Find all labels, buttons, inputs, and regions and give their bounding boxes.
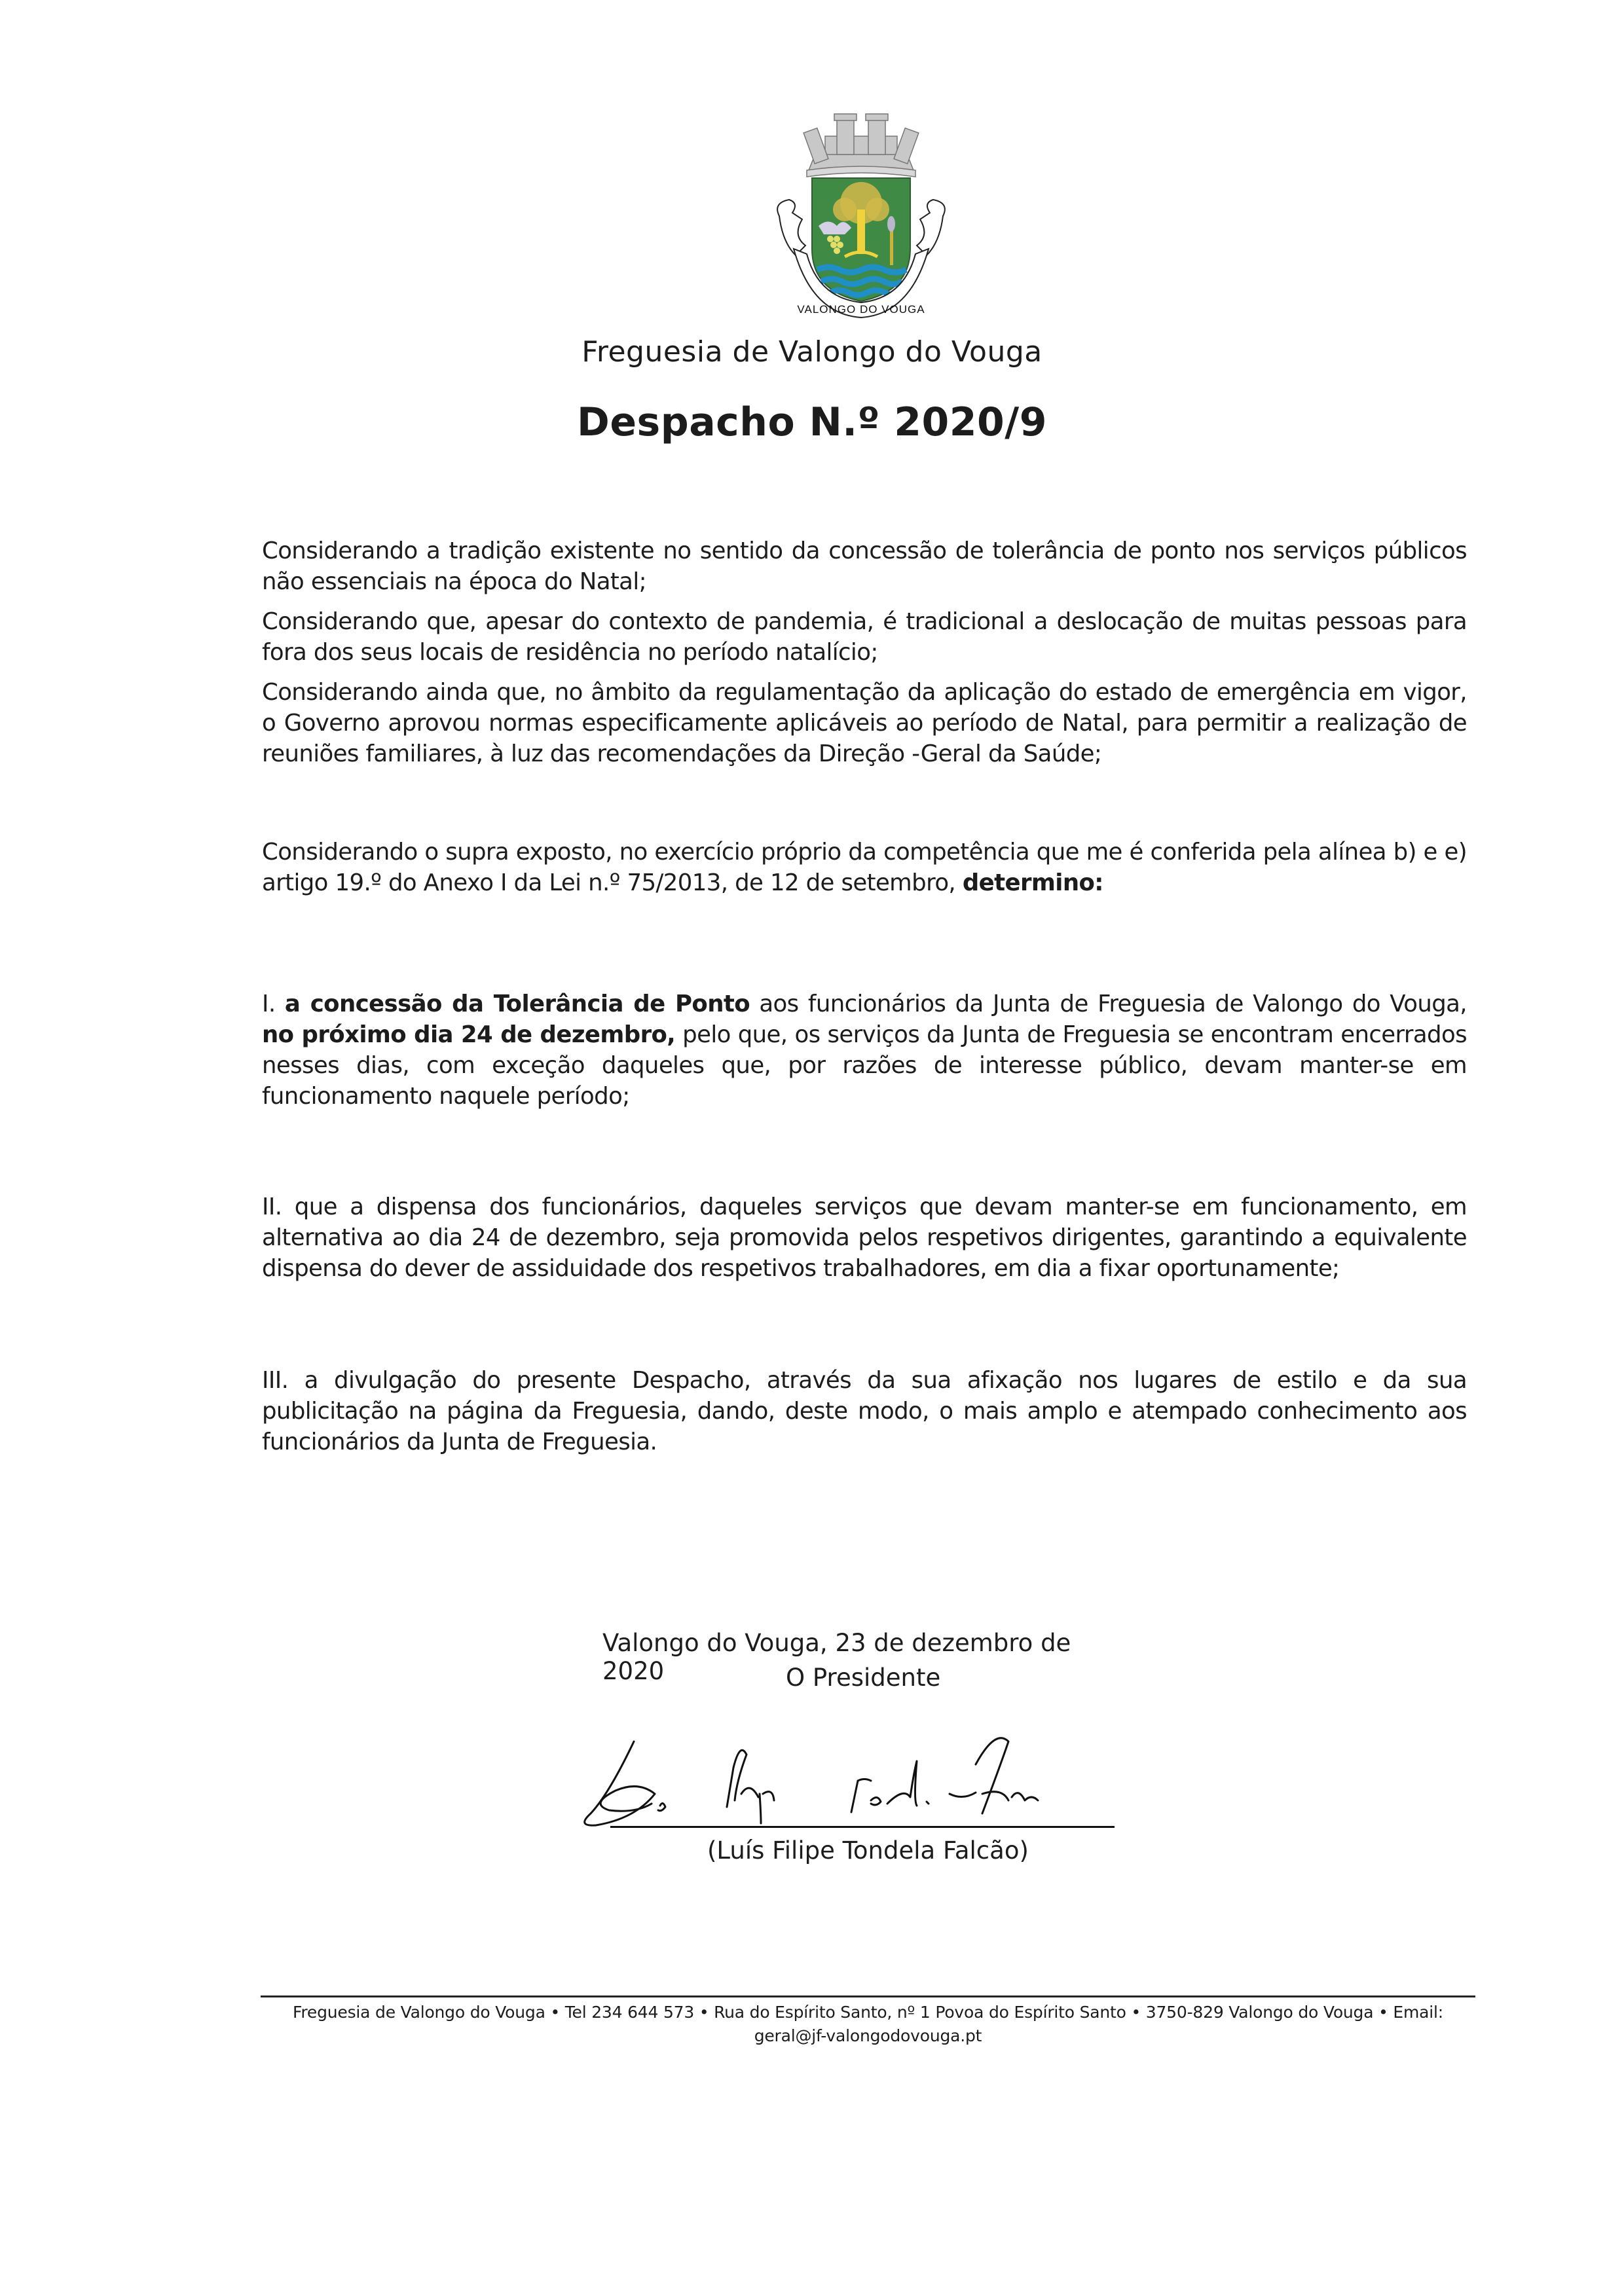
- item-1-text-a: aos funcionários da Junta de Freguesia de Valongo do Vouga,: [750, 991, 1467, 1017]
- consideration-paragraph: Considerando ainda que, no âmbito da regulamentação da aplicação do estado de emergência em vigor, o Governo aprovou normas especificamente aplicáveis ao período de Natal, para permitir a realização de reuniões familiares, à luz das recomendações da Direção -Geral da Saúde;: [262, 679, 1467, 767]
- item-1-prefix: I.: [262, 991, 285, 1017]
- item-1-paragraph: [262, 989, 1467, 1121]
- item-3-text: III. a divulgação do presente Despacho, através da sua afixação nos lugares de estilo e da sua publicitação na página da Freguesia, dando, deste modo, o mais amplo e atempado conhecimento aos funcionários da Junta de Freguesia.: [262, 1367, 1467, 1455]
- signer-role: O Presidente: [786, 1664, 941, 1692]
- crest-motto: VALONGO DO VOUGA: [797, 303, 925, 316]
- document-title: Despacho N.º 2020/9: [577, 399, 1047, 445]
- organization-name: Freguesia de Valongo do Vouga: [581, 335, 1043, 369]
- considerations-section: [262, 536, 1467, 778]
- place-and-date: Valongo do Vouga, 23 de dezembro de 2020: [602, 1629, 1071, 1685]
- item-2-text: II. que a dispensa dos funcionários, daqueles serviços que devam manter-se em funcionamento, em alternativa ao dia 24 de dezembro, seja promovida pelos respetivos dirigentes, garantindo a equivalente dispensa do dever de assiduidade dos respetivos trabalhadores, em dia a fixar oportunamente;: [262, 1194, 1467, 1282]
- signer-name: (Luís Filipe Tondela Falcão): [707, 1836, 1029, 1865]
- footer-contact: [261, 2001, 1475, 2048]
- consideration-paragraph: Considerando a tradição existente no sentido da concessão de tolerância de ponto nos serviços públicos não essenciais na época do Natal;: [262, 538, 1467, 595]
- signature-line: [610, 1826, 1115, 1828]
- item-3-paragraph: [262, 1365, 1467, 1467]
- item-1-text-b: pelo que, os serviços da Junta de Freguesia se encontram encerrados nesses dias, com exceção daqueles que, por razões de interesse público, devam manter-se em funcionamento naquele período;: [262, 1021, 1467, 1110]
- footer-divider: [261, 1995, 1475, 1997]
- item-1-bold-a: a concessão da Tolerância de Ponto: [284, 991, 750, 1017]
- competence-text: Considerando o supra exposto, no exercício próprio da competência que me é conferida pela alínea b) e e) artigo 19.º do Anexo I da Lei n.º 75/2013, de 12 de setembro,: [262, 839, 1467, 896]
- footer-email: geral@jf-valongodovouga.pt: [754, 2026, 982, 2045]
- coat-of-arms-logo: [753, 105, 969, 327]
- competence-paragraph: [262, 837, 1467, 907]
- footer-address-line: Freguesia de Valongo do Vouga • Tel 234 644 573 • Rua do Espírito Santo, nº 1 Povoa do Espírito Santo • 3750-829 Valongo do Vouga • Email:: [293, 2003, 1443, 2022]
- handwritten-signature: [550, 1702, 1257, 1853]
- consideration-paragraph: Considerando que, apesar do contexto de pandemia, é tradicional a deslocação de muitas pessoas para fora dos seus locais de residência no período natalício;: [262, 608, 1467, 666]
- determino-text: determino:: [962, 869, 1103, 896]
- item-1-bold-b: no próximo dia 24 de dezembro,: [262, 1021, 676, 1048]
- mural-crown-icon: [803, 114, 919, 177]
- item-2-paragraph: [262, 1192, 1467, 1293]
